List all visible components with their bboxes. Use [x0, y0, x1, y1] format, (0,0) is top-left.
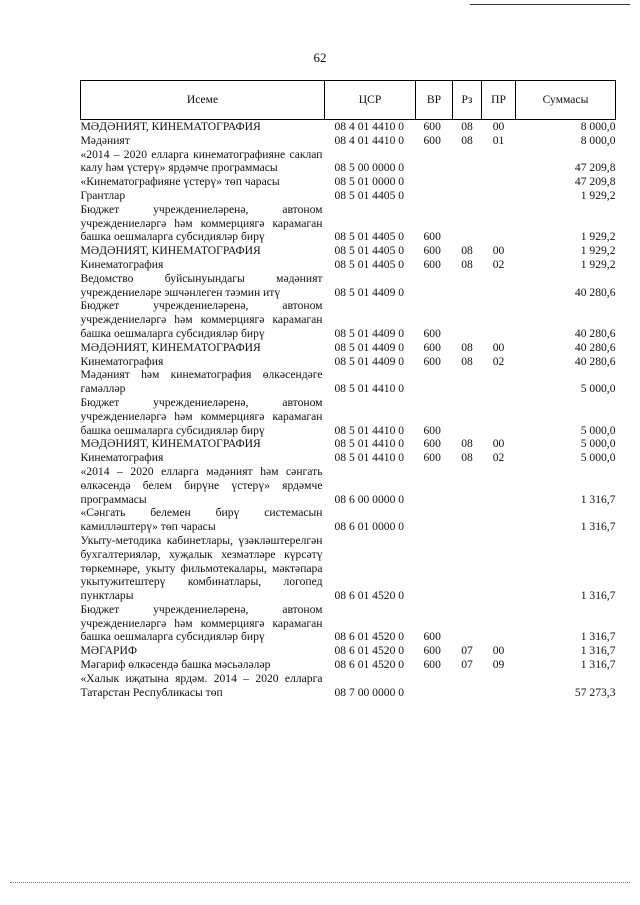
- cell-name: «Кинематографияне үстерү» төп чарасы: [80, 175, 280, 189]
- cell-vr: [416, 272, 453, 300]
- cell-name: МӘДӘНИЯТ, КИНЕМАТОГРАФИЯ: [80, 120, 261, 133]
- cell-vr: [416, 672, 453, 700]
- cell-name: Ведомство буйсынуындагы мәдәният учреждениеләре эшчәнлеген тәэмин итү: [80, 271, 323, 299]
- cell-csr: 08 6 01 4520 0: [334, 658, 405, 672]
- cell-pr: 02: [492, 257, 505, 271]
- cell-pr: 00: [492, 244, 505, 258]
- table-row: [81, 203, 616, 244]
- cell-csr: 08 5 01 4409 0: [334, 340, 405, 354]
- cell-csr: 08 5 01 4409 0: [334, 285, 405, 299]
- cell-name: МӘДӘНИЯТ, КИНЕМАТОГРАФИЯ: [80, 340, 261, 354]
- cell-name: Мәдәният һәм кинематография өлкәсендәге гамәлләр: [80, 368, 323, 396]
- bottom-scan-dots: [10, 882, 630, 884]
- cell-name: Кинематография: [80, 257, 164, 271]
- cell-sum: 5 000,0: [580, 423, 616, 437]
- cell-csr: 08 5 00 0000 0: [334, 161, 405, 175]
- cell-pr: 00: [492, 644, 505, 658]
- top-edge-line: [470, 4, 630, 5]
- cell-vr: 600: [423, 133, 441, 147]
- cell-vr: 600: [423, 340, 441, 354]
- cell-vr: 600: [423, 437, 441, 451]
- cell-pr: [482, 189, 516, 203]
- table-row: [81, 437, 616, 451]
- table-row: [81, 299, 616, 340]
- cell-csr: 08 6 00 0000 0: [334, 492, 405, 506]
- table-row: [81, 396, 616, 437]
- cell-sum: 40 280,6: [574, 285, 616, 299]
- cell-sum: 47 209,8: [574, 175, 616, 189]
- budget-table: [80, 80, 616, 699]
- cell-sum: 40 280,6: [574, 326, 616, 340]
- cell-name: Мәгариф өлкәсендә башка мәсьәләләр: [80, 658, 271, 672]
- table-row: [81, 368, 616, 396]
- cell-rz: [453, 534, 482, 603]
- table-row: [81, 451, 616, 465]
- cell-csr: 08 5 01 4405 0: [334, 257, 405, 271]
- cell-pr: [482, 603, 516, 644]
- cell-rz: 08: [461, 257, 473, 271]
- cell-pr: [482, 368, 516, 396]
- cell-rz: [453, 465, 482, 506]
- cell-vr: 600: [423, 230, 441, 244]
- cell-pr: 00: [492, 340, 505, 354]
- cell-sum: 1 316,7: [580, 630, 616, 644]
- cell-rz: 08: [461, 451, 473, 465]
- table-header: [81, 81, 616, 120]
- cell-sum: 47 209,8: [574, 161, 616, 175]
- cell-rz: 08: [461, 244, 473, 258]
- cell-vr: [416, 189, 453, 203]
- cell-csr: 08 5 01 4405 0: [334, 230, 405, 244]
- cell-pr: 00: [492, 437, 505, 451]
- cell-pr: 00: [492, 120, 505, 133]
- cell-rz: [453, 299, 482, 340]
- header-sum: Суммасы: [516, 81, 616, 120]
- header-rz: Рз: [453, 81, 482, 120]
- cell-csr: 08 5 01 4405 0: [334, 244, 405, 258]
- cell-csr: 08 5 01 4405 0: [334, 188, 405, 202]
- table-row: [81, 534, 616, 603]
- cell-pr: [482, 148, 516, 176]
- cell-pr: [482, 299, 516, 340]
- cell-name: Бюджет учреждениеләренә, автоном учреждениеләргә һәм коммерциягә карамаган башка оешмаларга субсидияләр бирү: [80, 395, 323, 437]
- cell-pr: 01: [492, 133, 505, 147]
- cell-csr: 08 4 01 4410 0: [334, 133, 405, 147]
- cell-csr: 08 7 00 0000 0: [334, 685, 405, 699]
- table-row: [81, 120, 616, 134]
- cell-vr: 600: [423, 120, 441, 133]
- cell-vr: 600: [423, 423, 441, 437]
- cell-pr: [482, 396, 516, 437]
- table-row: [81, 244, 616, 258]
- cell-csr: 08 4 01 4410 0: [334, 120, 405, 133]
- cell-vr: 600: [423, 326, 441, 340]
- cell-pr: 02: [492, 354, 505, 368]
- cell-pr: [482, 534, 516, 603]
- table-row: [81, 506, 616, 534]
- cell-name: МӘДӘНИЯТ, КИНЕМАТОГРАФИЯ: [80, 437, 261, 451]
- cell-pr: [482, 175, 516, 189]
- cell-csr: 08 5 01 4410 0: [334, 451, 405, 465]
- cell-rz: [453, 189, 482, 203]
- cell-rz: [453, 396, 482, 437]
- cell-sum: 8 000,0: [580, 133, 616, 147]
- cell-sum: 5 000,0: [580, 382, 616, 396]
- cell-vr: 600: [423, 257, 441, 271]
- cell-vr: 600: [423, 644, 441, 658]
- table-row: [81, 189, 616, 203]
- cell-name: Кинематография: [80, 451, 164, 465]
- cell-vr: 600: [423, 451, 441, 465]
- cell-name: «Сәнгать белемен бирү системасын камиллəштерү» төп чарасы: [80, 506, 323, 534]
- cell-name: Бюджет учреждениеләренә, автоном учреждениеләргә һәм коммерциягә карамаган башка оешмаларга субсидияләр бирү: [80, 299, 323, 340]
- cell-vr: [416, 534, 453, 603]
- cell-pr: [482, 203, 516, 244]
- header-name: Исеме: [81, 81, 325, 120]
- cell-pr: [482, 465, 516, 506]
- cell-name: «2014 – 2020 елларга мәдәният һәм сәнгать өлкәсендә белем бирүне үстерү» ярдәмче программасы: [80, 464, 323, 506]
- cell-rz: 08: [461, 354, 473, 368]
- cell-csr: 08 5 01 4410 0: [334, 382, 405, 396]
- table-row: [81, 341, 616, 355]
- cell-rz: 08: [461, 133, 473, 147]
- table-row: [81, 258, 616, 272]
- cell-rz: [453, 175, 482, 189]
- cell-sum: 57 273,3: [574, 685, 616, 699]
- table-row: [81, 355, 616, 369]
- cell-rz: 07: [461, 644, 473, 658]
- page-number: 62: [313, 50, 327, 65]
- cell-sum: 5 000,0: [580, 451, 616, 465]
- cell-sum: 40 280,6: [574, 340, 616, 354]
- cell-csr: 08 6 01 0000 0: [334, 520, 405, 534]
- cell-name: Укыту-методика кабинетлары, үзәкләштерелгән бухгалтерияләр, хуҗалык хезмәтләре күрсәтү төркемнәре, укыту фильмотекалары, мәктәпара укытужитештерү комбинатлары, логопед пунктлары: [80, 533, 323, 603]
- cell-csr: 08 5 01 4409 0: [334, 326, 405, 340]
- cell-vr: 600: [423, 658, 441, 672]
- cell-rz: [453, 148, 482, 176]
- cell-name: МӘГАРИФ: [80, 644, 137, 658]
- cell-sum: 1 929,2: [580, 188, 616, 202]
- cell-sum: 1 316,7: [580, 658, 616, 672]
- table-row: [81, 134, 616, 148]
- cell-sum: 1 929,2: [580, 257, 616, 271]
- cell-csr: 08 6 01 4520 0: [334, 589, 405, 603]
- cell-csr: 08 5 01 4410 0: [334, 423, 405, 437]
- cell-vr: [416, 148, 453, 176]
- cell-rz: [453, 368, 482, 396]
- cell-name: «Халык иҗатына ярдәм. 2014 – 2020 елларга Татарстан Республикасы төп: [80, 671, 323, 699]
- table-body: [81, 120, 616, 700]
- cell-pr: [482, 506, 516, 534]
- cell-rz: 08: [461, 120, 473, 133]
- cell-rz: 08: [461, 437, 473, 451]
- cell-rz: [453, 203, 482, 244]
- cell-pr: 02: [492, 451, 505, 465]
- cell-pr: [482, 672, 516, 700]
- cell-sum: 1 929,2: [580, 230, 616, 244]
- table-row: [81, 272, 616, 300]
- cell-rz: [453, 672, 482, 700]
- cell-csr: 08 5 01 4410 0: [334, 437, 405, 451]
- cell-rz: 07: [461, 658, 473, 672]
- cell-csr: 08 6 01 4520 0: [334, 630, 405, 644]
- table-row: [81, 672, 616, 700]
- cell-sum: 1 316,7: [580, 644, 616, 658]
- cell-vr: 600: [423, 354, 441, 368]
- table-row: [81, 658, 616, 672]
- cell-rz: [453, 506, 482, 534]
- cell-pr: 09: [492, 658, 505, 672]
- cell-sum: 1 316,7: [580, 589, 616, 603]
- cell-name: Кинематография: [80, 354, 164, 368]
- cell-vr: 600: [423, 630, 441, 644]
- cell-name: «2014 – 2020 елларга кинематографияне саклап калу һәм үстерү» ярдәмче программасы: [80, 147, 323, 175]
- cell-sum: 8 000,0: [580, 120, 616, 133]
- cell-sum: 5 000,0: [580, 437, 616, 451]
- cell-vr: [416, 506, 453, 534]
- cell-csr: 08 6 01 4520 0: [334, 644, 405, 658]
- cell-vr: 600: [423, 244, 441, 258]
- cell-sum: 1 316,7: [580, 520, 616, 534]
- cell-name: Мәдәният: [80, 133, 130, 147]
- table-row: [81, 148, 616, 176]
- cell-vr: [416, 175, 453, 189]
- cell-vr: [416, 368, 453, 396]
- cell-pr: [482, 272, 516, 300]
- table-row: [81, 603, 616, 644]
- cell-name: МӘДӘНИЯТ, КИНЕМАТОГРАФИЯ: [80, 244, 261, 258]
- cell-csr: 08 5 01 4409 0: [334, 354, 405, 368]
- cell-name: Бюджет учреждениеләренә, автоном учреждениеләргә һәм коммерциягә карамаган башка оешмаларга субсидияләр бирү: [80, 602, 323, 644]
- cell-vr: [416, 465, 453, 506]
- cell-sum: 1 316,7: [580, 492, 616, 506]
- cell-name: Бюджет учреждениеләренә, автоном учреждениеләргә һәм коммерциягә карамаган башка оешмаларга субсидияләр бирү: [80, 202, 323, 244]
- cell-rz: [453, 272, 482, 300]
- table-row: [81, 465, 616, 506]
- table-row: [81, 644, 616, 658]
- header-pr: ПР: [482, 81, 516, 120]
- cell-name: Грантлар: [80, 188, 126, 202]
- cell-sum: 40 280,6: [574, 354, 616, 368]
- cell-csr: 08 5 01 0000 0: [334, 175, 405, 189]
- cell-rz: 08: [461, 340, 473, 354]
- table-row: [81, 175, 616, 189]
- header-csr: ЦСР: [325, 81, 416, 120]
- cell-sum: 1 929,2: [580, 244, 616, 258]
- cell-rz: [453, 603, 482, 644]
- header-vr: ВР: [416, 81, 453, 120]
